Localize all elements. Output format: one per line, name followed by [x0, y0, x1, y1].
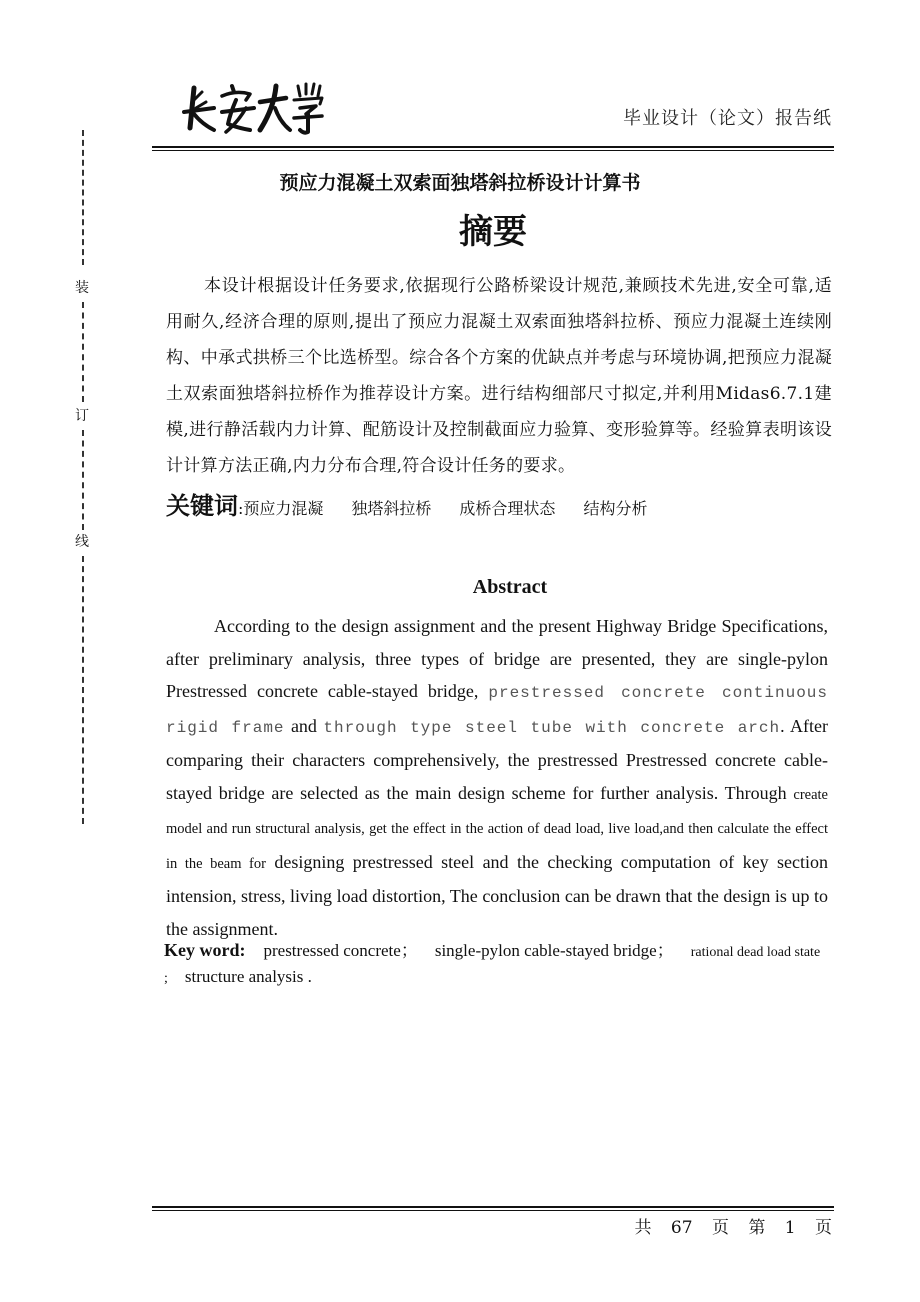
keyword-en-item: rational dead load state ; — [164, 945, 821, 986]
keywords-cn-separator: : — [238, 499, 244, 518]
document-title: 预应力混凝土双索面独塔斜拉桥设计计算书 — [279, 172, 641, 194]
binding-char-ding: 订 — [72, 408, 92, 424]
page-counter: 共 67 页 第 1 页 — [634, 1218, 832, 1238]
binding-dash-line — [82, 302, 84, 402]
binding-char-zhuang: 装 — [72, 280, 92, 296]
footer-rule — [152, 1206, 834, 1208]
abstract-en-text: . After comparing their characters comprehensively, the prestressed Prestressed concrete cable-stayed bridge are selected as the main design scheme for further analysis. Through — [166, 715, 829, 803]
keyword-cn-item: 独塔斜拉桥 — [351, 499, 432, 518]
abstract-en-paragraph — [166, 610, 828, 945]
keyword-en-item: prestressed concrete； — [263, 941, 418, 960]
report-paper-label: 毕业设计（论文）报告纸 — [623, 108, 832, 129]
header-rule-thin — [152, 150, 834, 151]
university-logo — [180, 78, 325, 144]
abstract-en-mono-text: through type steel tube with concrete arch — [323, 718, 781, 737]
keyword-cn-item: 成桥合理状态 — [459, 499, 556, 518]
abstract-en-small-text: create model and run structural analysis, get the effect in the action of dead load, live load,and then calculate the effect in the beam for — [166, 786, 828, 872]
header-rule — [152, 146, 834, 148]
binding-dash-line — [82, 430, 84, 530]
abstract-en-heading: Abstract — [472, 576, 548, 598]
abstract-cn-paragraph: 本设计根据设计任务要求,依据现行公路桥梁设计规范,兼顾技术先进,安全可靠,适用耐久,经济合理的原则,提出了预应力混凝土双索面独塔斜拉桥、预应力混凝土连续刚构、中承式拱桥三个比选桥型。综合各个方案的优缺点并考虑与环境协调,把预应力混凝土双索面独塔斜拉桥作为推荐设计方案。进行结构细部尺寸拟定,并利用Midas6.7.1建模,进行静活载内力计算、配筋设计及控制截面应力验算、变形验算等。经验算表明该设计计算方法正确,内力分布合理,符合设计任务的要求。 — [166, 276, 832, 476]
keyword-en-item: single-pylon cable-stayed bridge； — [434, 941, 674, 960]
abstract-cn-heading: 摘要 — [459, 212, 527, 252]
abstract-en-text: designing prestressed steel and the checking computation of key section intension, stress, living load distortion, The conclusion can be drawn that the design is up to the assignment. — [166, 851, 828, 939]
footer-rule-thin — [152, 1210, 834, 1211]
keywords-cn — [166, 486, 846, 521]
keyword-en-item: structure analysis . — [184, 967, 312, 986]
keywords-cn-label: 关键词 — [166, 492, 238, 520]
keywords-en-label: Key word: — [164, 940, 246, 960]
keywords-en — [164, 938, 834, 991]
abstract-en-text: According to the design assignment and the present Highway Bridge Specifications, after preliminary analysis, three types of bridge are presented, they are single-pylon Prestressed concrete cable-stayed bridge, — [166, 616, 828, 701]
abstract-en-mono-text: prestressed concrete continuous rigid frame — [166, 684, 828, 737]
keyword-cn-item: 结构分析 — [583, 499, 648, 518]
binding-char-xian: 线 — [72, 534, 92, 550]
university-logo-calligraphy-icon — [180, 78, 325, 140]
abstract-en-text: and — [284, 715, 324, 736]
keyword-cn-item: 预应力混凝 — [243, 499, 324, 518]
